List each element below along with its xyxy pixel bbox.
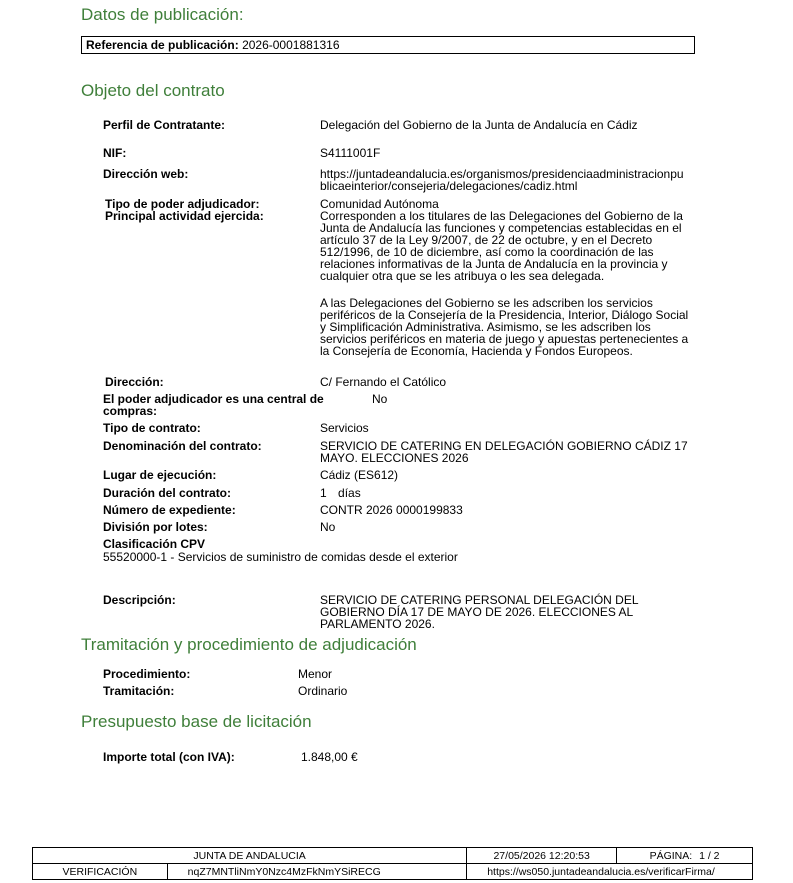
perfil-value: Delegación del Gobierno de la Junta de Andalucía en Cádiz: [320, 118, 638, 132]
procedimiento-value: Menor: [298, 667, 333, 681]
section-title-objeto: Objeto del contrato: [81, 81, 225, 100]
web-value[interactable]: https://juntadeandalucia.es/organismos/presidenciaadministracionpublicaeinterior/consejeria/delegaciones/cadiz.html: [320, 167, 684, 193]
descripcion-value: SERVICIO DE CATERING PERSONAL DELEGACIÓN DEL GOBIERNO DÍA 17 DE MAYO DE 2026. ELECCIONES AL PARLAMENTO 2026.: [320, 593, 639, 631]
actividad-paragraph-1: Corresponden a los titulares de las Delegaciones del Gobierno de la Junta de Andalucía las funciones y competencias establecidas en el artículo 37 de la Ley 9/2007, de 22 de octubre, y en el Decreto 512/1996, de 10 de diciembre, así como la coordinación de las relaciones informativas de la Junta de Andalucía en la provincia y cualquier otra que se les atribuya o les sea delegada.: [320, 209, 683, 283]
web-label: Dirección web:: [103, 167, 189, 181]
duracion-label: Duración del contrato:: [103, 486, 232, 500]
section-title-presupuesto: Presupuesto base de licitación: [81, 712, 312, 731]
expediente-label: Número de expediente:: [103, 503, 236, 517]
tipo-contrato-value: Servicios: [320, 421, 369, 435]
central-compras-label: El poder adjudicador es una central de compras:: [103, 392, 324, 418]
section-title-tramitacion: Tramitación y procedimiento de adjudicación: [81, 635, 417, 654]
procedimiento-label: Procedimiento:: [103, 667, 191, 681]
perfil-label: Perfil de Contratante:: [103, 118, 226, 132]
direccion-label: Dirección:: [105, 375, 164, 389]
cpv-label: Clasificación CPV: [103, 537, 206, 551]
footer-table: [32, 847, 753, 880]
footer-org: JUNTA DE ANDALUCIA: [33, 848, 467, 864]
footer-verificacion-url[interactable]: https://ws050.juntadeandalucia.es/verificarFirma/: [467, 864, 753, 880]
actividad-label: Principal actividad ejercida:: [105, 209, 264, 223]
tipo-poder-value: Comunidad Autónoma: [320, 197, 439, 211]
tipo-contrato-label: Tipo de contrato:: [103, 421, 201, 435]
expediente-value: CONTR 2026 0000199833: [320, 503, 463, 517]
direccion-value: C/ Fernando el Católico: [320, 375, 447, 389]
footer-verificacion-code: nqZ7MNTliNmY0Nzc4MzFkNmYSiRECG: [167, 864, 467, 880]
footer-pagina-value: 1 / 2: [699, 849, 720, 862]
tipo-poder-label: Tipo de poder adjudicador:: [105, 197, 260, 211]
referencia-value: 2026-0001881316: [242, 38, 340, 52]
duracion-unit: días: [338, 486, 361, 500]
footer-pagina-label: PÁGINA:: [649, 849, 693, 862]
central-compras-value: No: [372, 392, 388, 406]
section-title-publicacion: Datos de publicación:: [81, 5, 244, 24]
duracion-value: [320, 487, 361, 499]
nif-value: S4111001F: [320, 146, 381, 160]
footer-datetime: 27/05/2026 12:20:53: [467, 848, 617, 864]
actividad-paragraph-2: A las Delegaciones del Gobierno se les adscriben los servicios periféricos de la Consejería de la Presidencia, Interior, Diálogo Social y Simplificación Administrativa. Asimismo, se les adscriben los servicios periféricos en materia de juego y apuestas pertenecientes a la Consejería de Economía, Hacienda y Fondos Europeos.: [320, 296, 689, 358]
referencia-box: [81, 36, 695, 54]
lugar-label: Lugar de ejecución:: [103, 468, 217, 482]
lotes-label: División por lotes:: [103, 520, 208, 534]
tramitacion-label: Tramitación:: [103, 684, 175, 698]
referencia-label: Referencia de publicación:: [86, 38, 239, 52]
tramitacion-value: Ordinario: [298, 684, 348, 698]
cpv-value: 55520000-1 - Servicios de suministro de comidas desde el exterior: [103, 550, 458, 564]
nif-label: NIF:: [103, 146, 127, 160]
lugar-value: Cádiz (ES612): [320, 468, 399, 482]
denominacion-value: SERVICIO DE CATERING EN DELEGACIÓN GOBIERNO CÁDIZ 17 MAYO. ELECCIONES 2026: [320, 439, 688, 465]
duracion-num: 1: [320, 486, 327, 500]
importe-label: Importe total (con IVA):: [103, 750, 235, 764]
descripcion-label: Descripción:: [103, 593, 176, 607]
footer-verificacion-label: VERIFICACIÓN: [33, 864, 168, 880]
denominacion-label: Denominación del contrato:: [103, 439, 262, 453]
lotes-value: No: [320, 520, 336, 534]
importe-value: 1.848,00 €: [301, 750, 358, 764]
footer-pagina: [617, 848, 753, 864]
